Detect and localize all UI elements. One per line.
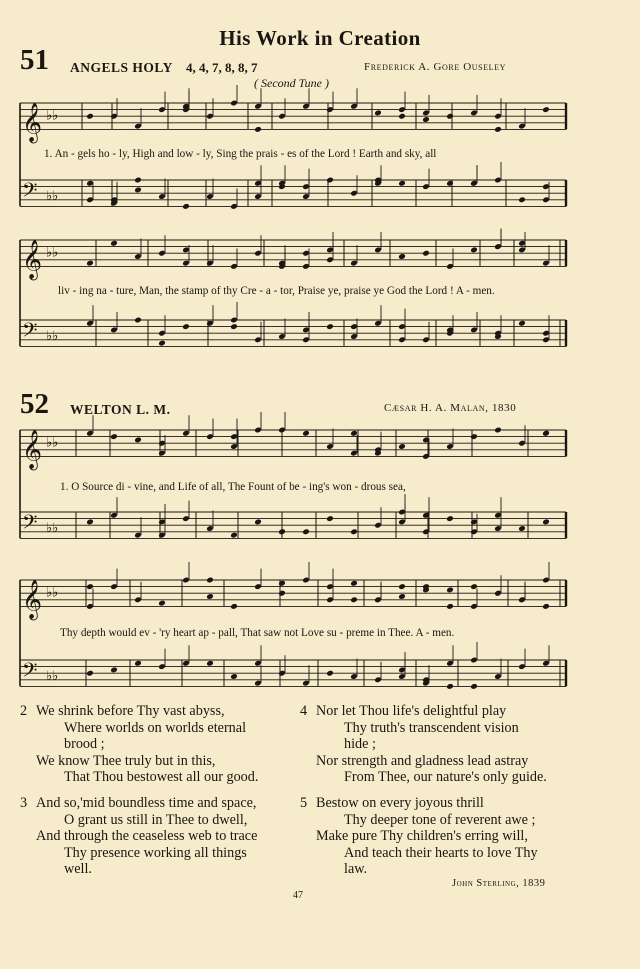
composer: Cæsar H. A. Malan, 1830 (384, 402, 517, 414)
verse-line: Where worlds on worlds eternal (64, 719, 247, 736)
lyric-line: Thy depth would ev - 'ry heart ap - pall, That saw not Love su - preme in Thee. A - men. (60, 627, 455, 639)
verse-line: We know Thee truly but in this, (36, 752, 216, 769)
verse-line: law. (344, 861, 368, 878)
svg-text:♭♭: ♭♭ (46, 520, 59, 536)
verse-line: Nor let Thou life's delightful play (316, 703, 507, 719)
svg-text:𝄞: 𝄞 (22, 239, 43, 280)
verse-3 (20, 795, 257, 878)
verse-line: We shrink before Thy vast abyss, (36, 703, 225, 719)
tune-name: WELTON L. M. (70, 402, 171, 417)
svg-text:𝄢: 𝄢 (22, 510, 38, 539)
verse-4 (300, 703, 547, 786)
svg-text:♭♭: ♭♭ (46, 245, 59, 261)
svg-text:♭♭: ♭♭ (46, 328, 59, 344)
page-number: 47 (293, 890, 303, 901)
verse-number: 5 (300, 795, 308, 811)
verse-line: hide ; (344, 736, 376, 753)
svg-text:♭♭: ♭♭ (46, 188, 59, 204)
verse-line: From Thee, our nature's only guide. (344, 769, 547, 786)
verse-line: well. (64, 861, 92, 878)
svg-text:𝄢: 𝄢 (22, 318, 38, 347)
lyric-line: liv - ing na - ture, Man, the stamp of thy Cre - a - tor, Praise ye, praise ye God the Lord ! A - men. (58, 285, 495, 297)
page-title: His Work in Creation (219, 26, 421, 50)
verse-line: And through the ceaseless web to trace (36, 828, 258, 845)
tune-subtitle: ( Second Tune ) (254, 76, 329, 90)
verse-line: And so,'mid boundless time and space, (36, 795, 257, 811)
verse-2 (20, 703, 258, 786)
verse-line: Thy presence working all things (64, 844, 247, 861)
composer: Frederick A. Gore Ouseley (364, 61, 507, 73)
verse-number: 2 (20, 703, 28, 719)
tune-name: ANGELS HOLY (70, 60, 173, 75)
verse-line: Nor strength and gladness lead astray (316, 752, 529, 769)
verse-line: Thy truth's transcendent vision (344, 719, 519, 736)
verse-line: Thy deeper tone of reverent awe ; (344, 811, 536, 828)
svg-text:♭♭: ♭♭ (46, 585, 59, 601)
verse-line: And teach their hearts to love Thy (344, 844, 538, 861)
verse-author: John Sterling, 1839 (452, 878, 546, 889)
svg-text:♭♭: ♭♭ (46, 668, 59, 684)
verse-line: Bestow on every joyous thrill (316, 795, 484, 811)
verse-line: That Thou bestowest all our good. (64, 769, 259, 786)
verse-line: O grant us still in Thee to dwell, (64, 811, 248, 828)
svg-text:𝄢: 𝄢 (22, 178, 38, 207)
verse-number: 3 (20, 795, 28, 811)
verse-5 (300, 795, 538, 878)
hymn-number: 52 (20, 388, 49, 420)
meter: 4, 4, 7, 8, 8, 7 (186, 60, 258, 75)
svg-text:♭♭: ♭♭ (46, 108, 59, 124)
lyric-line: 1. O Source di - vine, and Life of all, The Fount of be - ing's won - drous sea, (60, 481, 406, 493)
svg-text:♭♭: ♭♭ (46, 435, 59, 451)
svg-text:𝄢: 𝄢 (22, 658, 38, 687)
lyric-line: 1. An - gels ho - ly, High and low - ly, Sing the prais - es of the Lord ! Earth and sky, all (44, 148, 437, 160)
hymn-number: 51 (20, 44, 49, 76)
verse-line: Make pure Thy children's erring will, (316, 828, 528, 845)
svg-text:𝄞: 𝄞 (22, 429, 43, 470)
svg-text:𝄞: 𝄞 (22, 579, 43, 620)
verse-line: brood ; (64, 736, 105, 753)
verse-number: 4 (300, 703, 308, 719)
svg-text:𝄞: 𝄞 (22, 102, 43, 143)
